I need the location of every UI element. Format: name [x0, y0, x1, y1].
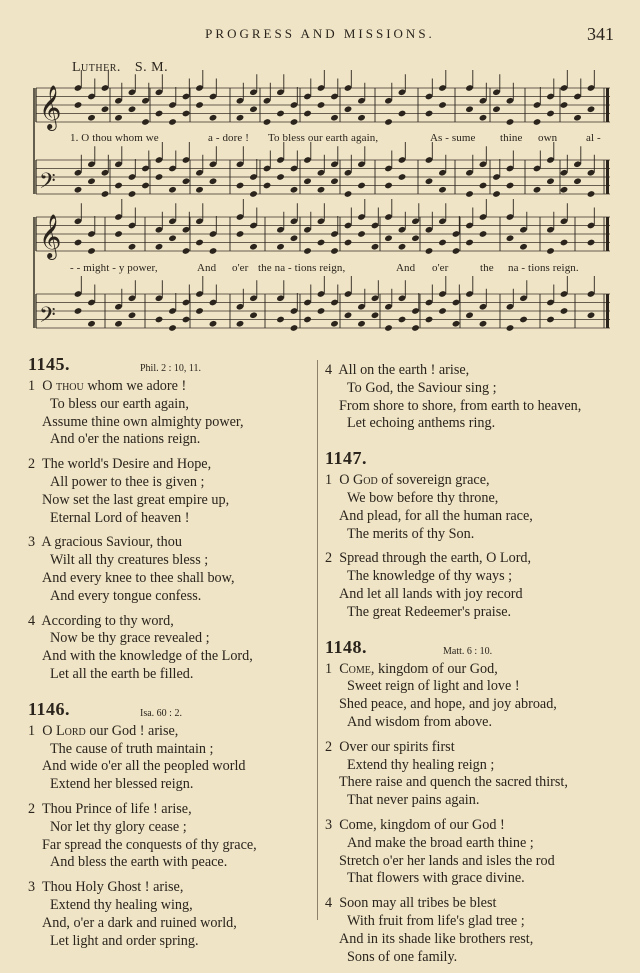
stanza [325, 739, 617, 810]
stanza-line: Now be thy grace revealed ; [50, 630, 210, 647]
stanza [325, 472, 617, 543]
stanza-line: The knowledge of thy ways ; [347, 568, 513, 585]
hymn-number: 1147. [325, 448, 368, 469]
stanza-line: Assume thine own almighty power, [42, 413, 244, 430]
stanza [28, 723, 313, 794]
stanza-line: Come, kingdom of our God ! [339, 816, 505, 833]
stanza-line: To bless our earth again, [50, 395, 189, 412]
stanza-line: And o'er the nations reign. [50, 431, 201, 448]
lyric-s2-4: And [396, 262, 416, 274]
stanza-line: Let all the earth be filled. [50, 665, 194, 682]
lyric-s2-5: o'er [432, 262, 449, 274]
stanza-line: And make the broad earth thine ; [347, 834, 534, 851]
stanza-line: The world's Desire and Hope, [41, 456, 212, 473]
stanza-number: 1 [28, 722, 36, 739]
stanza-number: 2 [325, 738, 333, 755]
svg-text:𝄢: 𝄢 [39, 303, 56, 333]
lyric-s1-5: own [538, 132, 558, 144]
lyric-s2-0: - - might - y power, [70, 262, 158, 274]
stanza-line: whom we adore ! [83, 378, 187, 394]
lyric-s1-6: al - [586, 132, 601, 144]
scripture-reference: Phil. 2 : 10, 11. [140, 363, 202, 374]
stanza-number: 3 [28, 534, 36, 551]
svg-text:𝄞: 𝄞 [39, 85, 62, 129]
stanza-number: 3 [325, 816, 333, 833]
stanza-line: And in its shade like brothers rest, [339, 930, 534, 947]
note-heads [74, 70, 596, 332]
hymn-number: 1145. [28, 354, 71, 374]
lyric-s1-3: As - sume [430, 132, 476, 144]
lyric-s1-2: To bless our earth again, [268, 132, 379, 144]
stanza-line: And let all lands with joy record [339, 585, 523, 602]
stanza [325, 817, 617, 888]
stanza-lead: Come, [339, 660, 375, 677]
lyric-s2-6: the [480, 262, 494, 274]
stanza-line: Extend thy healing wing, [50, 896, 193, 913]
lyric-s1-1: a - dore ! [208, 132, 250, 144]
stanza-line: Sons of one family. [347, 948, 458, 965]
stanza-number: 2 [28, 800, 36, 817]
stanza-line: Sweet reign of light and love ! [347, 678, 520, 695]
stanza [28, 801, 313, 872]
stanza-lead: O God [339, 472, 378, 489]
stanza-line: our God ! arise, [85, 722, 179, 739]
stanza-line: kingdom of our God, [374, 660, 498, 677]
svg-text:𝄞: 𝄞 [39, 214, 62, 258]
stanza-line: And, o'er a dark and ruined world, [42, 914, 237, 931]
stanza [325, 895, 617, 966]
lyric-s1-0: 1. O thou whom we [70, 132, 159, 144]
stanza-number: 1 [325, 472, 333, 489]
stanza-line: And every tongue confess. [50, 587, 202, 604]
stanza-line: Wilt all thy creatures bless ; [50, 552, 209, 569]
stanza-line: A gracious Saviour, thou [41, 534, 182, 551]
stanza-line: All on the earth ! arise, [338, 362, 470, 378]
stanza-line: Nor let thy glory cease ; [50, 818, 187, 835]
music-score [0, 0, 640, 350]
stanza-number: 1 [28, 378, 36, 394]
stanza-line: According to thy word, [41, 612, 174, 629]
stanza-line: Eternal Lord of heaven ! [50, 509, 190, 526]
stanza-line: Thou Prince of life ! arise, [41, 800, 192, 817]
stanza-line: The cause of truth maintain ; [50, 740, 214, 757]
stanza-line: Let echoing anthems ring. [347, 415, 496, 432]
stanza [28, 534, 313, 605]
stanza-line: And every knee to thee shall bow, [42, 569, 235, 586]
stanza-line: Spread through the earth, O Lord, [339, 550, 532, 567]
stanza-lead: O thou [42, 378, 84, 394]
stanza-line: From shore to shore, from earth to heaven, [339, 397, 582, 414]
stanza-line: That flowers with grace divine. [347, 870, 525, 887]
running-title: PROGRESS AND MISSIONS. [205, 26, 435, 41]
stanza-line: And bless the earth with peace. [50, 854, 228, 871]
stanza-line: And wisdom from above. [347, 713, 493, 730]
stanza-number: 3 [28, 879, 36, 896]
scripture-reference: Isa. 60 : 2. [140, 707, 182, 719]
stanza-line: With fruit from life's glad tree ; [347, 912, 525, 929]
lyric-s2-3: the na - tions reign, [258, 262, 346, 274]
stanza-line: There raise and quench the sacred thirst, [339, 774, 568, 791]
stanza-line: And with the knowledge of the Lord, [42, 648, 253, 665]
stanza [325, 550, 617, 621]
stanza-line: Thou Holy Ghost ! arise, [41, 879, 184, 896]
stanza [28, 456, 313, 527]
stanza-number: 4 [325, 895, 333, 912]
stanza [28, 879, 313, 950]
right-column [325, 362, 617, 973]
stanza-line: Shed peace, and hope, and joy abroad, [339, 696, 557, 713]
scripture-reference: Matt. 6 : 10. [443, 645, 493, 657]
stanza-line: That never pains again. [347, 792, 480, 809]
stanza [28, 613, 313, 684]
lyric-s2-1: And [197, 262, 217, 274]
stanza-line: And plead, for all the human race, [339, 507, 533, 524]
stanza-lead: O Lord [42, 722, 86, 739]
lyric-s1-4: thine [500, 132, 523, 144]
stanza-line: Extend her blessed reign. [50, 776, 194, 793]
tune-name: Luther. [72, 60, 121, 75]
stanza-line: All power to thee is given ; [50, 473, 205, 490]
stanza-line: The great Redeemer's praise. [347, 603, 512, 620]
hymn-1145-heading [28, 356, 313, 378]
stanza-line: Far spread the conquests of thy grace, [42, 836, 257, 853]
page-number: 341 [587, 24, 614, 44]
stanza-number: 2 [28, 456, 36, 473]
stanza-line: Soon may all tribes be blest [339, 895, 497, 912]
stanza [325, 362, 617, 433]
left-column [28, 356, 313, 957]
hymn-1148-heading [325, 636, 617, 661]
svg-text:𝄢: 𝄢 [39, 169, 56, 199]
stanza-line: And wide o'er all the peopled world [42, 758, 246, 775]
stanza-line: Over our spirits first [339, 738, 455, 755]
stanza-line: Stretch o'er her lands and isles the rod [339, 852, 555, 869]
lyric-s2-7: na - tions reign. [508, 262, 579, 274]
stanza-line: To God, the Saviour sing ; [347, 379, 497, 396]
stanza-line: Extend thy healing reign ; [347, 756, 495, 773]
stanza-number: 4 [325, 362, 333, 378]
hymn-number: 1148. [325, 636, 368, 657]
hymn-1146-heading [28, 698, 313, 723]
stanza-number: 1 [325, 660, 333, 677]
column-divider [317, 360, 318, 920]
tune-meter: S. M. [134, 60, 169, 75]
stanza-line: Let light and order spring. [50, 932, 199, 949]
hymn-number: 1146. [28, 698, 71, 719]
stanza-line: The merits of thy Son. [347, 525, 475, 542]
stanza [28, 378, 313, 449]
stanza-number: 2 [325, 550, 333, 567]
stanza [325, 661, 617, 732]
hymn-1147-heading [325, 450, 617, 472]
stanza-line: We bow before thy throne, [347, 489, 499, 506]
stanza-line: Now set the last great empire up, [42, 491, 230, 508]
stanza-line: of sovereign grace, [377, 472, 490, 489]
lyric-s2-2: o'er [232, 262, 249, 274]
stanza-number: 4 [28, 612, 36, 629]
